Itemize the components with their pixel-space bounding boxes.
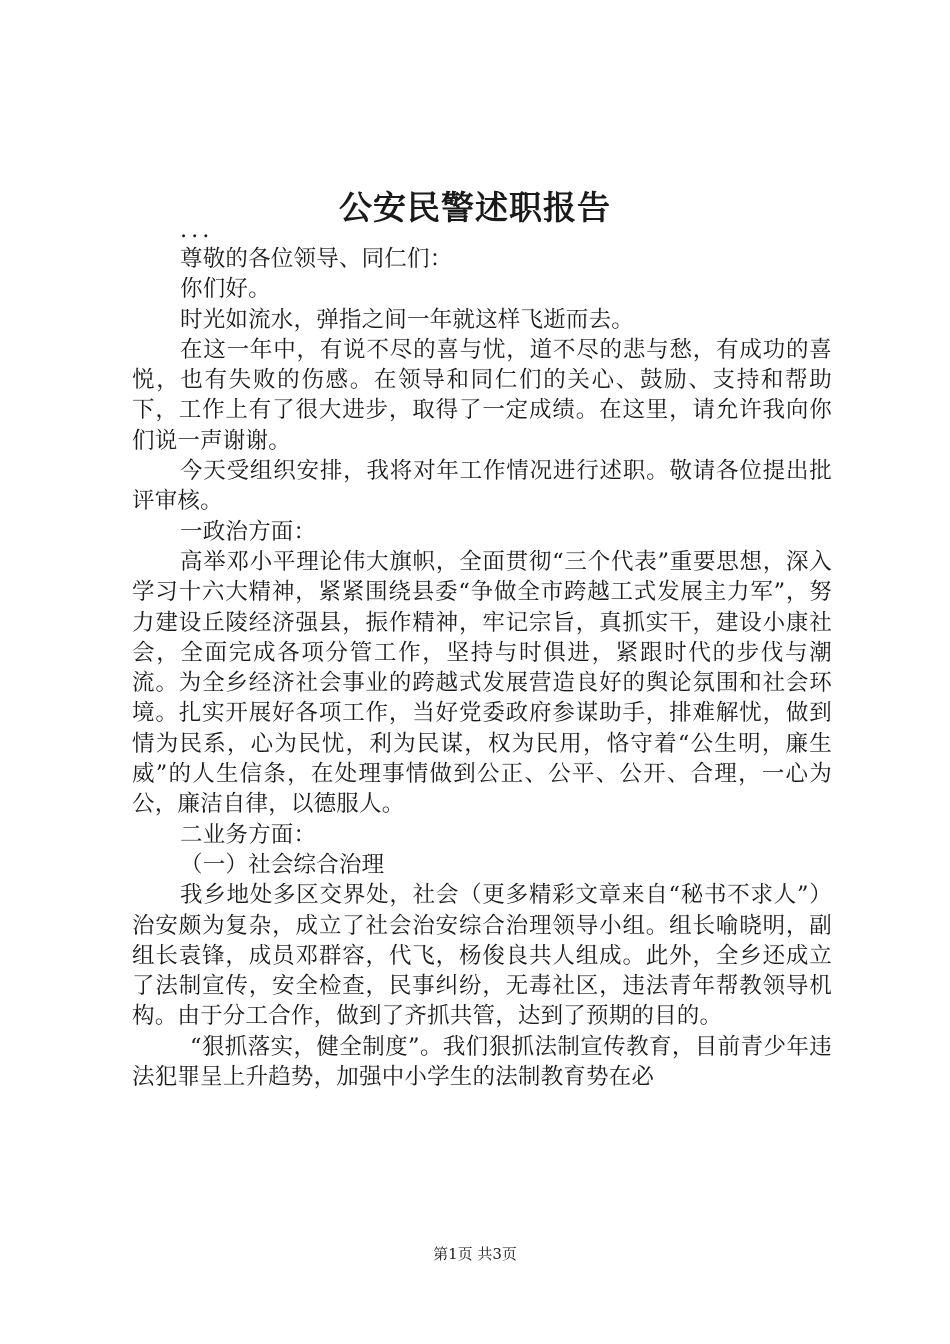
- section-heading-business: 二业务方面：: [180, 821, 317, 848]
- paragraph-report-intro: 今天受组织安排，我将对年工作情况进行述职。敬请各位提出批评审核。: [132, 458, 832, 515]
- section-heading-politics: 一政治方面：: [180, 518, 317, 545]
- paragraph-politics: 高举邓小平理论伟大旗帜，全面贯彻“三个代表”重要思想，深入学习十六大精神，紧紧围绕县委“争做全市跨越工式发展主力军”，努力建设丘陵经济强县，振作精神，牢记宗旨，真抓实干，建设小康社会，全面完成各项分管工作，坚持与时俱进，紧跟时代的步伐与潮流。为全乡经济社会事业的跨越式发展营造良好的舆论氛围和社会环境。扎实开展好各项工作，当好党委政府参谋助手，排难解忧，做到情为民系，心为民忧，利为民谋，权为民用，恪守着“公生明，廉生威”的人生信条，在处理事情做到公正、公平、公开、合理，一心为公，廉洁自律，以德服人。: [132, 548, 832, 818]
- opening-line: 时光如流水，弹指之间一年就这样飞逝而去。: [180, 306, 635, 333]
- subsection-heading-social-governance: （一）社会综合治理: [180, 851, 385, 878]
- salutation: 尊敬的各位领导、同仁们：: [180, 246, 453, 272]
- page-footer: 第1页 共3页: [433, 1245, 517, 1263]
- paragraph-legal-education: “狠抓落实，健全制度”。我们狠抓法制宣传教育，目前青少年违法犯罪呈上升趋势，加强中小学生的法制教育势在必: [132, 1033, 832, 1091]
- greeting: 你们好。: [180, 276, 271, 303]
- ellipsis-line: ...: [180, 217, 214, 243]
- paragraph-year-review: 在这一年中，有说不尽的喜与忧，道不尽的悲与愁，有成功的喜悦，也有失败的伤感。在领导和同仁们的关心、鼓励、支持和帮助下，工作上有了很大进步，取得了一定成绩。在这里，请允许我向你们说一声谢谢。: [132, 336, 832, 454]
- document-body: [132, 216, 832, 1092]
- paragraph-social-governance: 我乡地处多区交界处，社会（更多精彩文章来自“秘书不求人”）治安颇为复杂，成立了社会治安综合治理领导小组。组长喻晓明，副组长袁锋，成员邓群容，代飞，杨俊良共人组成。此外，全乡还成立了法制宣传，安全检查，民事纠纷，无毒社区，违法青年帮教领导机构。由于分工合作，做到了齐抓共管，达到了预期的目的。: [132, 882, 832, 1030]
- document-title: 公安民警述职报告: [339, 188, 611, 227]
